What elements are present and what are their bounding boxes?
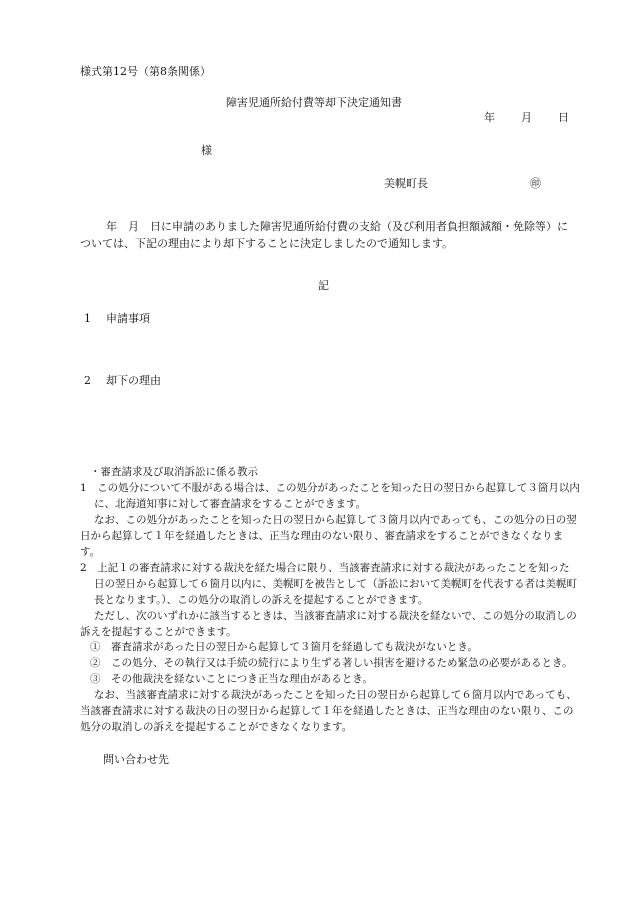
- notice-paragraph-2: 2 上記１の審査請求に対する裁決を経た場合に限り、当該審査請求に対する裁決があったことを知った日の翌日から起算して６箇月以内に、美幌町を被告として（訴訟において美幌町を代表する者は美幌町長となります。）、この処分の取消しの訴えを提起することができます。: [80, 561, 577, 606]
- document-title: 障害児通所給付費等却下決定通知書: [226, 96, 402, 109]
- item-label: 申請事項: [106, 312, 150, 325]
- item-label: 却下の理由: [106, 374, 161, 387]
- notice-condition-1: ① 審査請求があった日の翌日から起算して３箇月を経過しても裁決がないとき。: [90, 641, 478, 654]
- notice-heading: ・審査請求及び取消訴訟に係る教示: [90, 466, 258, 478]
- item-number: 1: [84, 312, 91, 325]
- notice-paragraph-2c: なお、当該審査請求に対する裁決があったことを知った日の翌日から起算して６箇月以内であっても、当該審査請求に対する裁決の日の翌日から起算して１年を経過したときは、正当な理由のない限り、この処分の取消しの訴えを提起することができなくなります。: [80, 689, 577, 734]
- date-month: 月: [521, 111, 532, 124]
- item-reason: [84, 373, 161, 390]
- item-number: 2: [84, 374, 91, 387]
- addressee: 様: [201, 144, 212, 157]
- contact-label: 問い合わせ先: [103, 753, 169, 766]
- appeal-notice: [80, 465, 580, 736]
- form-number: 様式第12号（第8条関係）: [80, 65, 211, 78]
- ki-heading: 記: [318, 279, 329, 292]
- item-application: [84, 311, 150, 328]
- notice-paragraph-2b: ただし、次のいずれかに該当するときは、当該審査請求に対する裁決を経ないで、この処分の取消しの訴えを提起することができます。: [80, 609, 577, 638]
- date-day: 日: [558, 111, 569, 124]
- intro-paragraph: 年 月 日に申請のありました障害児通所給付費の支給（及び利用者負担額減額・免除等）については、下記の理由により却下することに決定しましたので通知します。: [80, 220, 568, 250]
- notice-paragraph-1: 1 この処分について不服がある場合は、この処分があったことを知った日の翌日から起算して３箇月以内に、北海道知事に対して審査請求をすることができます。: [80, 481, 580, 510]
- notice-paragraph-1b: なお、この処分があったことを知った日の翌日から起算して３箇月以内であっても、この処分の日の翌日から起算して１年を経過したときは、正当な理由のない限り、審査請求をすることができなくなります。: [80, 513, 577, 558]
- seal-mark: ㊞: [530, 177, 541, 190]
- issue-date: [484, 110, 569, 127]
- notice-condition-3: ③ その他裁決を経ないことにつき正当な理由があるとき。: [90, 673, 373, 686]
- issuer-name: 美幌町長: [384, 177, 428, 190]
- date-year: 年: [484, 111, 495, 124]
- notice-condition-2: ② この処分、その執行又は手続の続行により生ずる著しい損害を避けるため緊急の必要があるとき。: [90, 657, 573, 670]
